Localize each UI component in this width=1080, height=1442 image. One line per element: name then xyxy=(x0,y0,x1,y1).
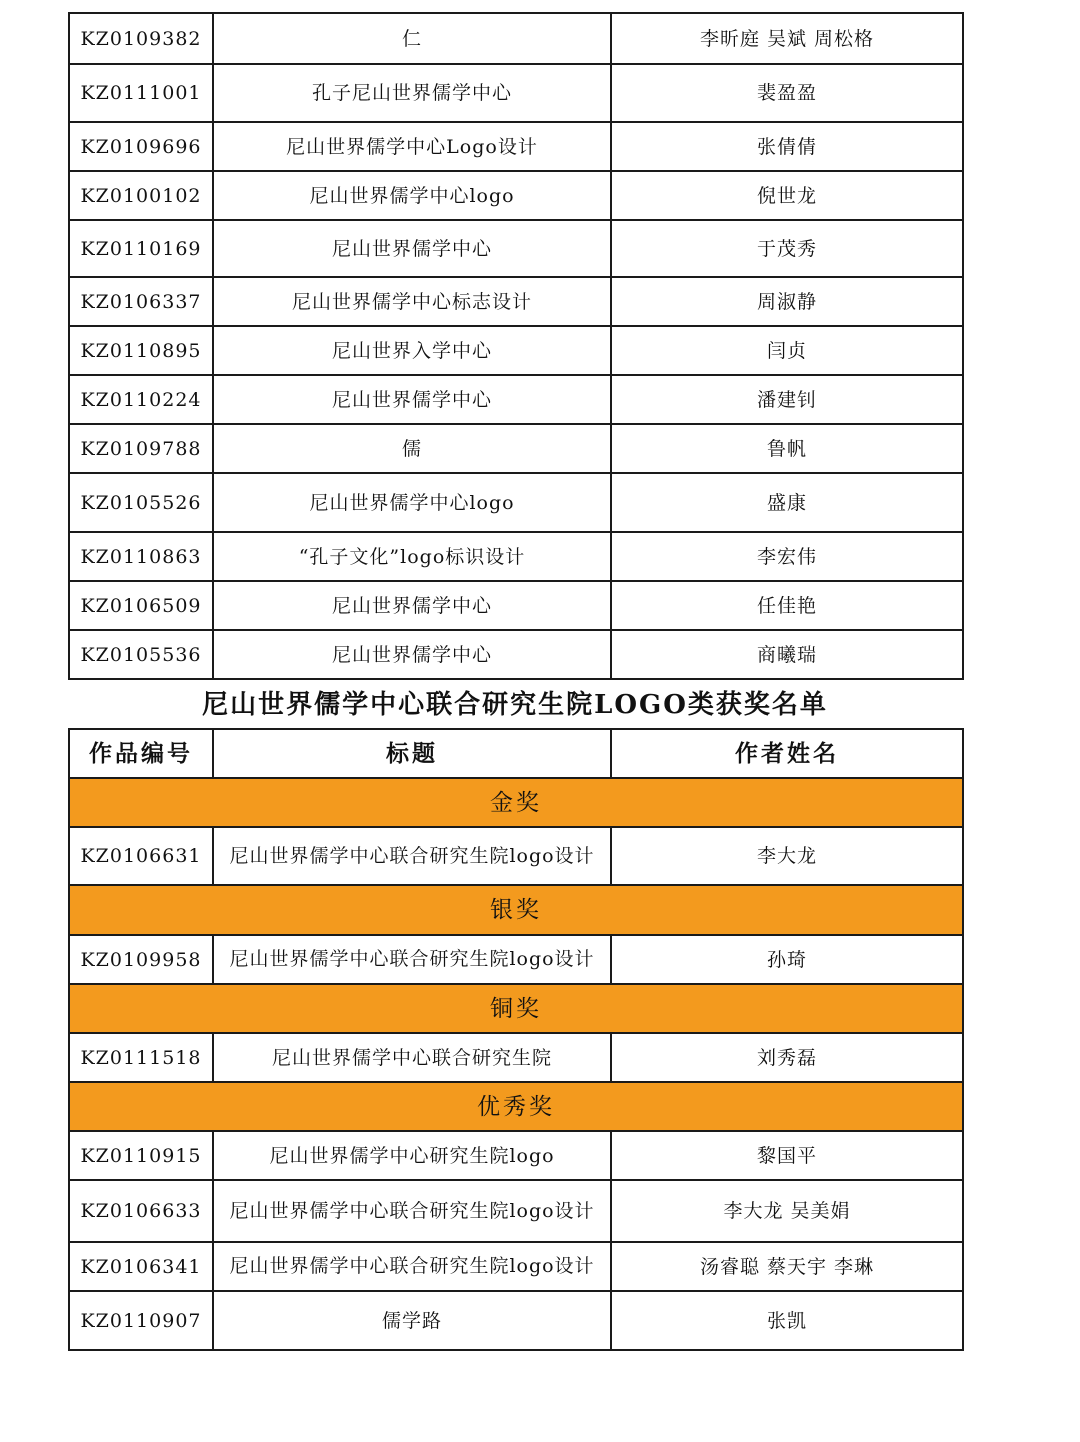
work-author: 刘秀磊 xyxy=(611,1033,963,1082)
award-label-gold: 金奖 xyxy=(69,778,963,827)
work-id: KZ0105536 xyxy=(69,630,213,679)
work-title xyxy=(213,935,611,984)
work-author: 孙琦 xyxy=(611,935,963,984)
work-id: KZ0106341 xyxy=(69,1242,213,1291)
table-row xyxy=(69,1291,963,1350)
work-id: KZ0110895 xyxy=(69,326,213,375)
table-row xyxy=(69,1180,963,1242)
work-title: 儒 xyxy=(213,424,611,473)
award-label-excellence: 优秀奖 xyxy=(69,1082,963,1131)
work-title-text: 尼山世界儒学中心联合研究生院logo设计 xyxy=(229,1255,595,1277)
work-author: 汤睿聪 蔡天宇 李琳 xyxy=(611,1242,963,1291)
work-id: KZ0109958 xyxy=(69,935,213,984)
work-id: KZ0111518 xyxy=(69,1033,213,1082)
work-id: KZ0110224 xyxy=(69,375,213,424)
section-title: 尼山世界儒学中心联合研究生院LOGO类获奖名单 xyxy=(202,690,828,720)
table-row xyxy=(69,581,963,630)
work-title-text: 尼山世界儒学中心联合研究生院logo设计 xyxy=(229,948,595,970)
table-header-row xyxy=(69,729,963,778)
work-id: KZ0106337 xyxy=(69,277,213,326)
entries-table-continued xyxy=(68,12,964,680)
work-author: 张倩倩 xyxy=(611,122,963,171)
work-title: 尼山世界儒学中心 xyxy=(213,375,611,424)
work-title: 尼山世界儒学中心 xyxy=(213,581,611,630)
work-id: KZ0106631 xyxy=(69,827,213,885)
award-band-bronze xyxy=(69,984,963,1033)
work-author: 任佳艳 xyxy=(611,581,963,630)
work-author: 倪世龙 xyxy=(611,171,963,220)
work-author: 闫贞 xyxy=(611,326,963,375)
work-title: 尼山世界儒学中心logo xyxy=(213,171,611,220)
work-title xyxy=(213,827,611,885)
work-title xyxy=(213,1242,611,1291)
award-band-gold xyxy=(69,778,963,827)
table-row xyxy=(69,13,963,64)
work-author: 李大龙 吴美娟 xyxy=(611,1180,963,1242)
work-id: KZ0100102 xyxy=(69,171,213,220)
work-title-text: 尼山世界儒学中心联合研究生院logo设计 xyxy=(229,844,595,867)
work-title: 尼山世界儒学中心标志设计 xyxy=(213,277,611,326)
work-author: 裴盈盈 xyxy=(611,64,963,122)
work-title: 尼山世界儒学中心logo xyxy=(213,473,611,532)
work-title: 仁 xyxy=(213,13,611,64)
table-row xyxy=(69,827,963,885)
table-row xyxy=(69,473,963,532)
work-title: 孔子尼山世界儒学中心 xyxy=(213,64,611,122)
work-title: “孔子文化”logo标识设计 xyxy=(213,532,611,581)
header-author: 作者姓名 xyxy=(611,729,963,778)
awards-table xyxy=(68,728,964,1351)
work-id: KZ0105526 xyxy=(69,473,213,532)
work-id: KZ0109382 xyxy=(69,13,213,64)
work-author: 于茂秀 xyxy=(611,220,963,277)
work-id: KZ0110915 xyxy=(69,1131,213,1180)
work-title xyxy=(213,1180,611,1242)
table-row xyxy=(69,220,963,277)
work-author: 黎国平 xyxy=(611,1131,963,1180)
work-id: KZ0110907 xyxy=(69,1291,213,1350)
work-title: 尼山世界儒学中心 xyxy=(213,630,611,679)
work-author: 李昕庭 吴斌 周松格 xyxy=(611,13,963,64)
table-row xyxy=(69,532,963,581)
work-author: 李宏伟 xyxy=(611,532,963,581)
work-id: KZ0106509 xyxy=(69,581,213,630)
work-author: 盛康 xyxy=(611,473,963,532)
award-label-bronze: 铜奖 xyxy=(69,984,963,1033)
award-label-silver: 银奖 xyxy=(69,885,963,935)
work-id: KZ0111001 xyxy=(69,64,213,122)
table-row xyxy=(69,122,963,171)
work-author: 张凯 xyxy=(611,1291,963,1350)
work-title-text: 尼山世界儒学中心联合研究生院logo设计 xyxy=(229,1199,595,1222)
work-title: 尼山世界入学中心 xyxy=(213,326,611,375)
work-id: KZ0106633 xyxy=(69,1180,213,1242)
table-row xyxy=(69,935,963,984)
table-row xyxy=(69,1242,963,1291)
work-title: 尼山世界儒学中心联合研究生院 xyxy=(213,1033,611,1082)
work-title: 尼山世界儒学中心研究生院logo xyxy=(213,1131,611,1180)
work-id: KZ0109696 xyxy=(69,122,213,171)
work-id: KZ0110863 xyxy=(69,532,213,581)
header-id: 作品编号 xyxy=(69,729,213,778)
table-row xyxy=(69,375,963,424)
work-author: 商曦瑞 xyxy=(611,630,963,679)
award-band-excellence xyxy=(69,1082,963,1131)
table-row xyxy=(69,64,963,122)
table-row xyxy=(69,171,963,220)
work-id: KZ0109788 xyxy=(69,424,213,473)
table-row xyxy=(69,424,963,473)
header-title: 标题 xyxy=(213,729,611,778)
award-band-silver xyxy=(69,885,963,935)
work-author: 鲁帆 xyxy=(611,424,963,473)
work-title: 儒学路 xyxy=(213,1291,611,1350)
work-author: 潘建钊 xyxy=(611,375,963,424)
table-row xyxy=(69,1033,963,1082)
table-row xyxy=(69,277,963,326)
table-row xyxy=(69,326,963,375)
work-author: 周淑静 xyxy=(611,277,963,326)
work-author: 李大龙 xyxy=(611,827,963,885)
work-title: 尼山世界儒学中心 xyxy=(213,220,611,277)
table-row xyxy=(69,630,963,679)
work-id: KZ0110169 xyxy=(69,220,213,277)
table-row xyxy=(69,1131,963,1180)
work-title: 尼山世界儒学中心Logo设计 xyxy=(213,122,611,171)
